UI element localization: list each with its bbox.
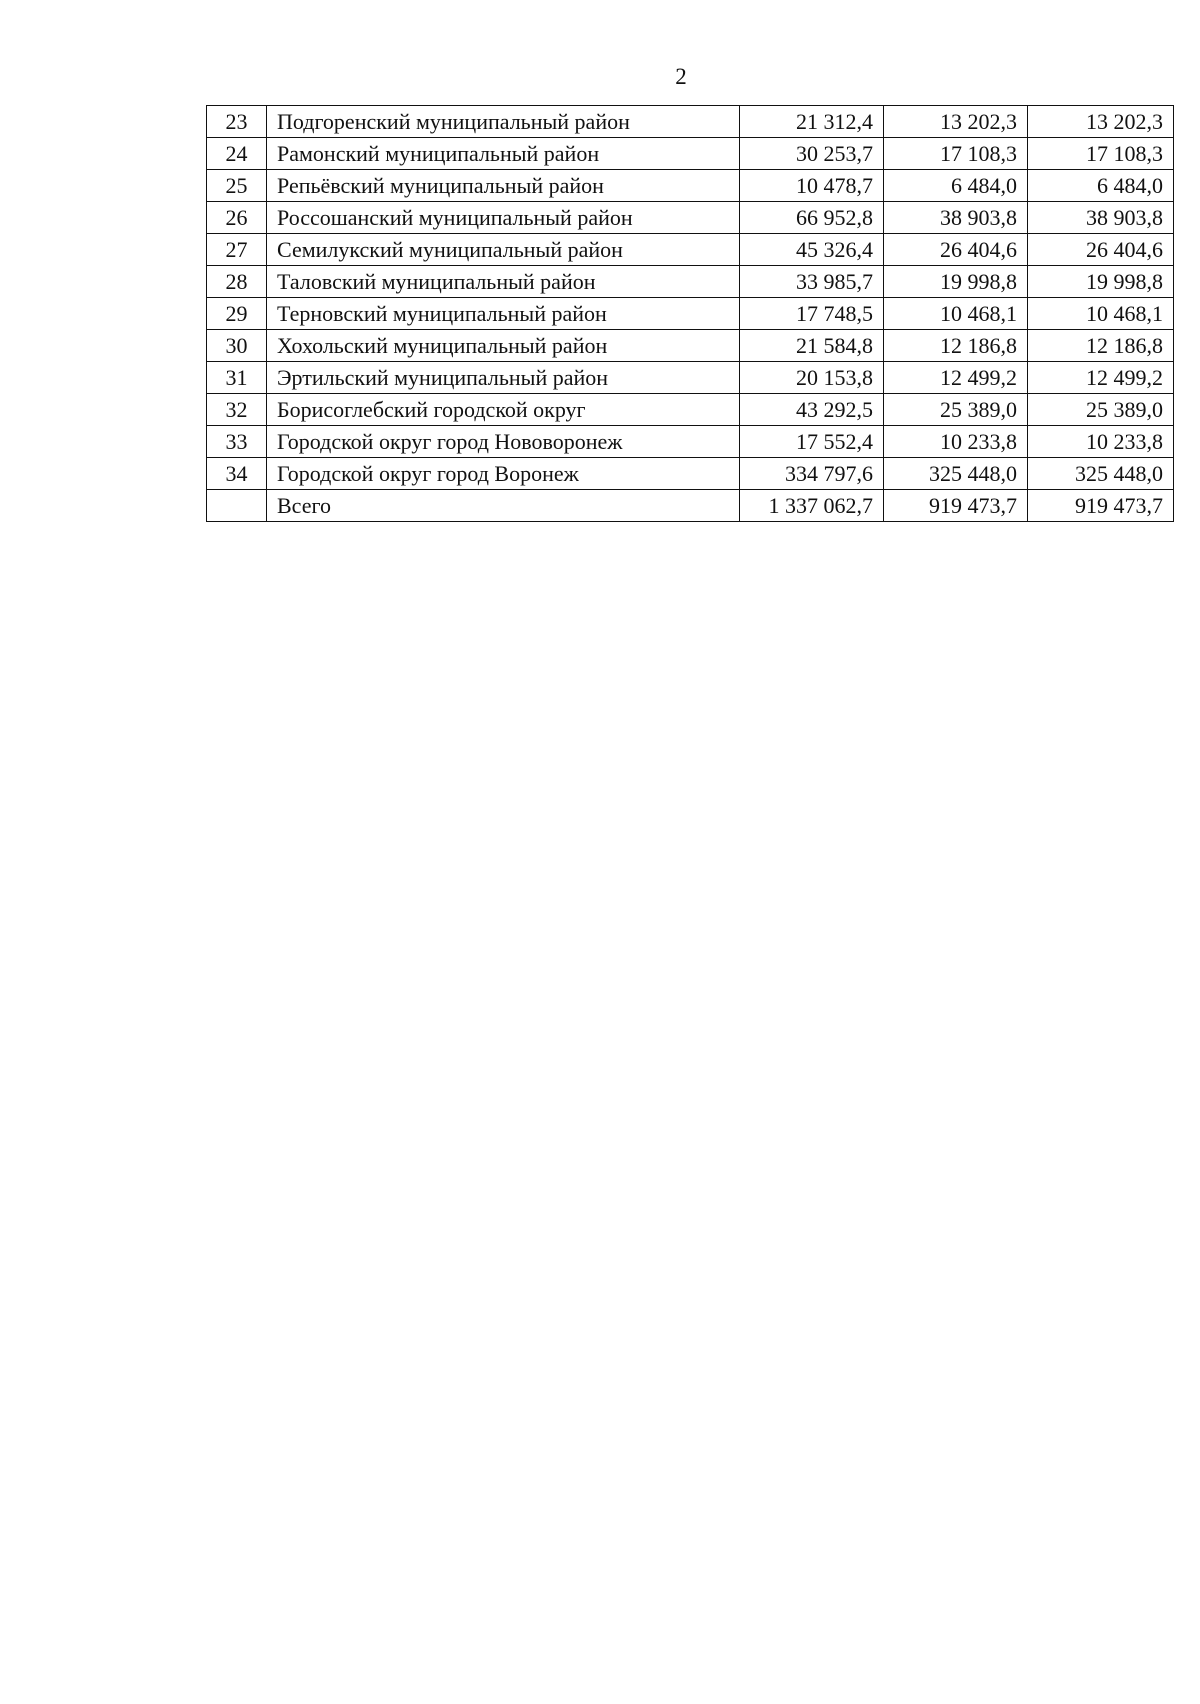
- value-col-2: 6 484,0: [884, 170, 1028, 202]
- value-col-1: 21 584,8: [740, 330, 884, 362]
- table-row: [207, 170, 1174, 202]
- value-col-3: 19 998,8: [1028, 266, 1174, 298]
- municipality-name: Городской округ город Нововоронеж: [267, 426, 740, 458]
- total-label: Всего: [267, 490, 740, 522]
- value-col-2: 325 448,0: [884, 458, 1028, 490]
- total-value-col-1: 1 337 062,7: [740, 490, 884, 522]
- value-col-2: 38 903,8: [884, 202, 1028, 234]
- value-col-1: 45 326,4: [740, 234, 884, 266]
- value-col-2: 12 186,8: [884, 330, 1028, 362]
- value-col-3: 10 233,8: [1028, 426, 1174, 458]
- municipality-name: Эртильский муниципальный район: [267, 362, 740, 394]
- value-col-2: 26 404,6: [884, 234, 1028, 266]
- value-col-3: 26 404,6: [1028, 234, 1174, 266]
- value-col-1: 17 748,5: [740, 298, 884, 330]
- row-number: 26: [207, 202, 267, 234]
- row-number: 28: [207, 266, 267, 298]
- row-number: 32: [207, 394, 267, 426]
- table-row: [207, 330, 1174, 362]
- value-col-3: 17 108,3: [1028, 138, 1174, 170]
- value-col-3: 13 202,3: [1028, 106, 1174, 138]
- value-col-2: 25 389,0: [884, 394, 1028, 426]
- row-number: 31: [207, 362, 267, 394]
- row-number: 23: [207, 106, 267, 138]
- municipality-name: Городской округ город Воронеж: [267, 458, 740, 490]
- table-row: [207, 394, 1174, 426]
- row-number: [207, 490, 267, 522]
- row-number: 27: [207, 234, 267, 266]
- value-col-2: 10 233,8: [884, 426, 1028, 458]
- value-col-2: 10 468,1: [884, 298, 1028, 330]
- table-row: [207, 266, 1174, 298]
- municipality-name: Россошанский муниципальный район: [267, 202, 740, 234]
- row-number: 33: [207, 426, 267, 458]
- total-row: [207, 490, 1174, 522]
- value-col-3: 325 448,0: [1028, 458, 1174, 490]
- value-col-3: 10 468,1: [1028, 298, 1174, 330]
- value-col-1: 334 797,6: [740, 458, 884, 490]
- value-col-1: 17 552,4: [740, 426, 884, 458]
- page-number: 2: [675, 64, 687, 89]
- municipality-name: Семилукский муниципальный район: [267, 234, 740, 266]
- municipality-name: Борисоглебский городской округ: [267, 394, 740, 426]
- table-row: [207, 234, 1174, 266]
- row-number: 30: [207, 330, 267, 362]
- table-row: [207, 426, 1174, 458]
- municipality-name: Терновский муниципальный район: [267, 298, 740, 330]
- table-row: [207, 138, 1174, 170]
- value-col-2: 12 499,2: [884, 362, 1028, 394]
- allocation-table: [206, 105, 1174, 522]
- row-number: 25: [207, 170, 267, 202]
- table-row: [207, 106, 1174, 138]
- value-col-3: 6 484,0: [1028, 170, 1174, 202]
- table-row: [207, 202, 1174, 234]
- value-col-1: 10 478,7: [740, 170, 884, 202]
- value-col-2: 13 202,3: [884, 106, 1028, 138]
- municipality-name: Таловский муниципальный район: [267, 266, 740, 298]
- value-col-2: 19 998,8: [884, 266, 1028, 298]
- value-col-1: 66 952,8: [740, 202, 884, 234]
- value-col-2: 17 108,3: [884, 138, 1028, 170]
- value-col-3: 12 186,8: [1028, 330, 1174, 362]
- table-row: [207, 458, 1174, 490]
- value-col-1: 33 985,7: [740, 266, 884, 298]
- row-number: 24: [207, 138, 267, 170]
- value-col-3: 25 389,0: [1028, 394, 1174, 426]
- municipality-name: Рамонский муниципальный район: [267, 138, 740, 170]
- value-col-1: 30 253,7: [740, 138, 884, 170]
- table-row: [207, 362, 1174, 394]
- municipality-name: Репьёвский муниципальный район: [267, 170, 740, 202]
- value-col-3: 12 499,2: [1028, 362, 1174, 394]
- row-number: 34: [207, 458, 267, 490]
- municipality-name: Хохольский муниципальный район: [267, 330, 740, 362]
- total-value-col-2: 919 473,7: [884, 490, 1028, 522]
- municipality-name: Подгоренский муниципальный район: [267, 106, 740, 138]
- value-col-3: 38 903,8: [1028, 202, 1174, 234]
- value-col-1: 20 153,8: [740, 362, 884, 394]
- value-col-1: 21 312,4: [740, 106, 884, 138]
- value-col-1: 43 292,5: [740, 394, 884, 426]
- table-row: [207, 298, 1174, 330]
- row-number: 29: [207, 298, 267, 330]
- total-value-col-3: 919 473,7: [1028, 490, 1174, 522]
